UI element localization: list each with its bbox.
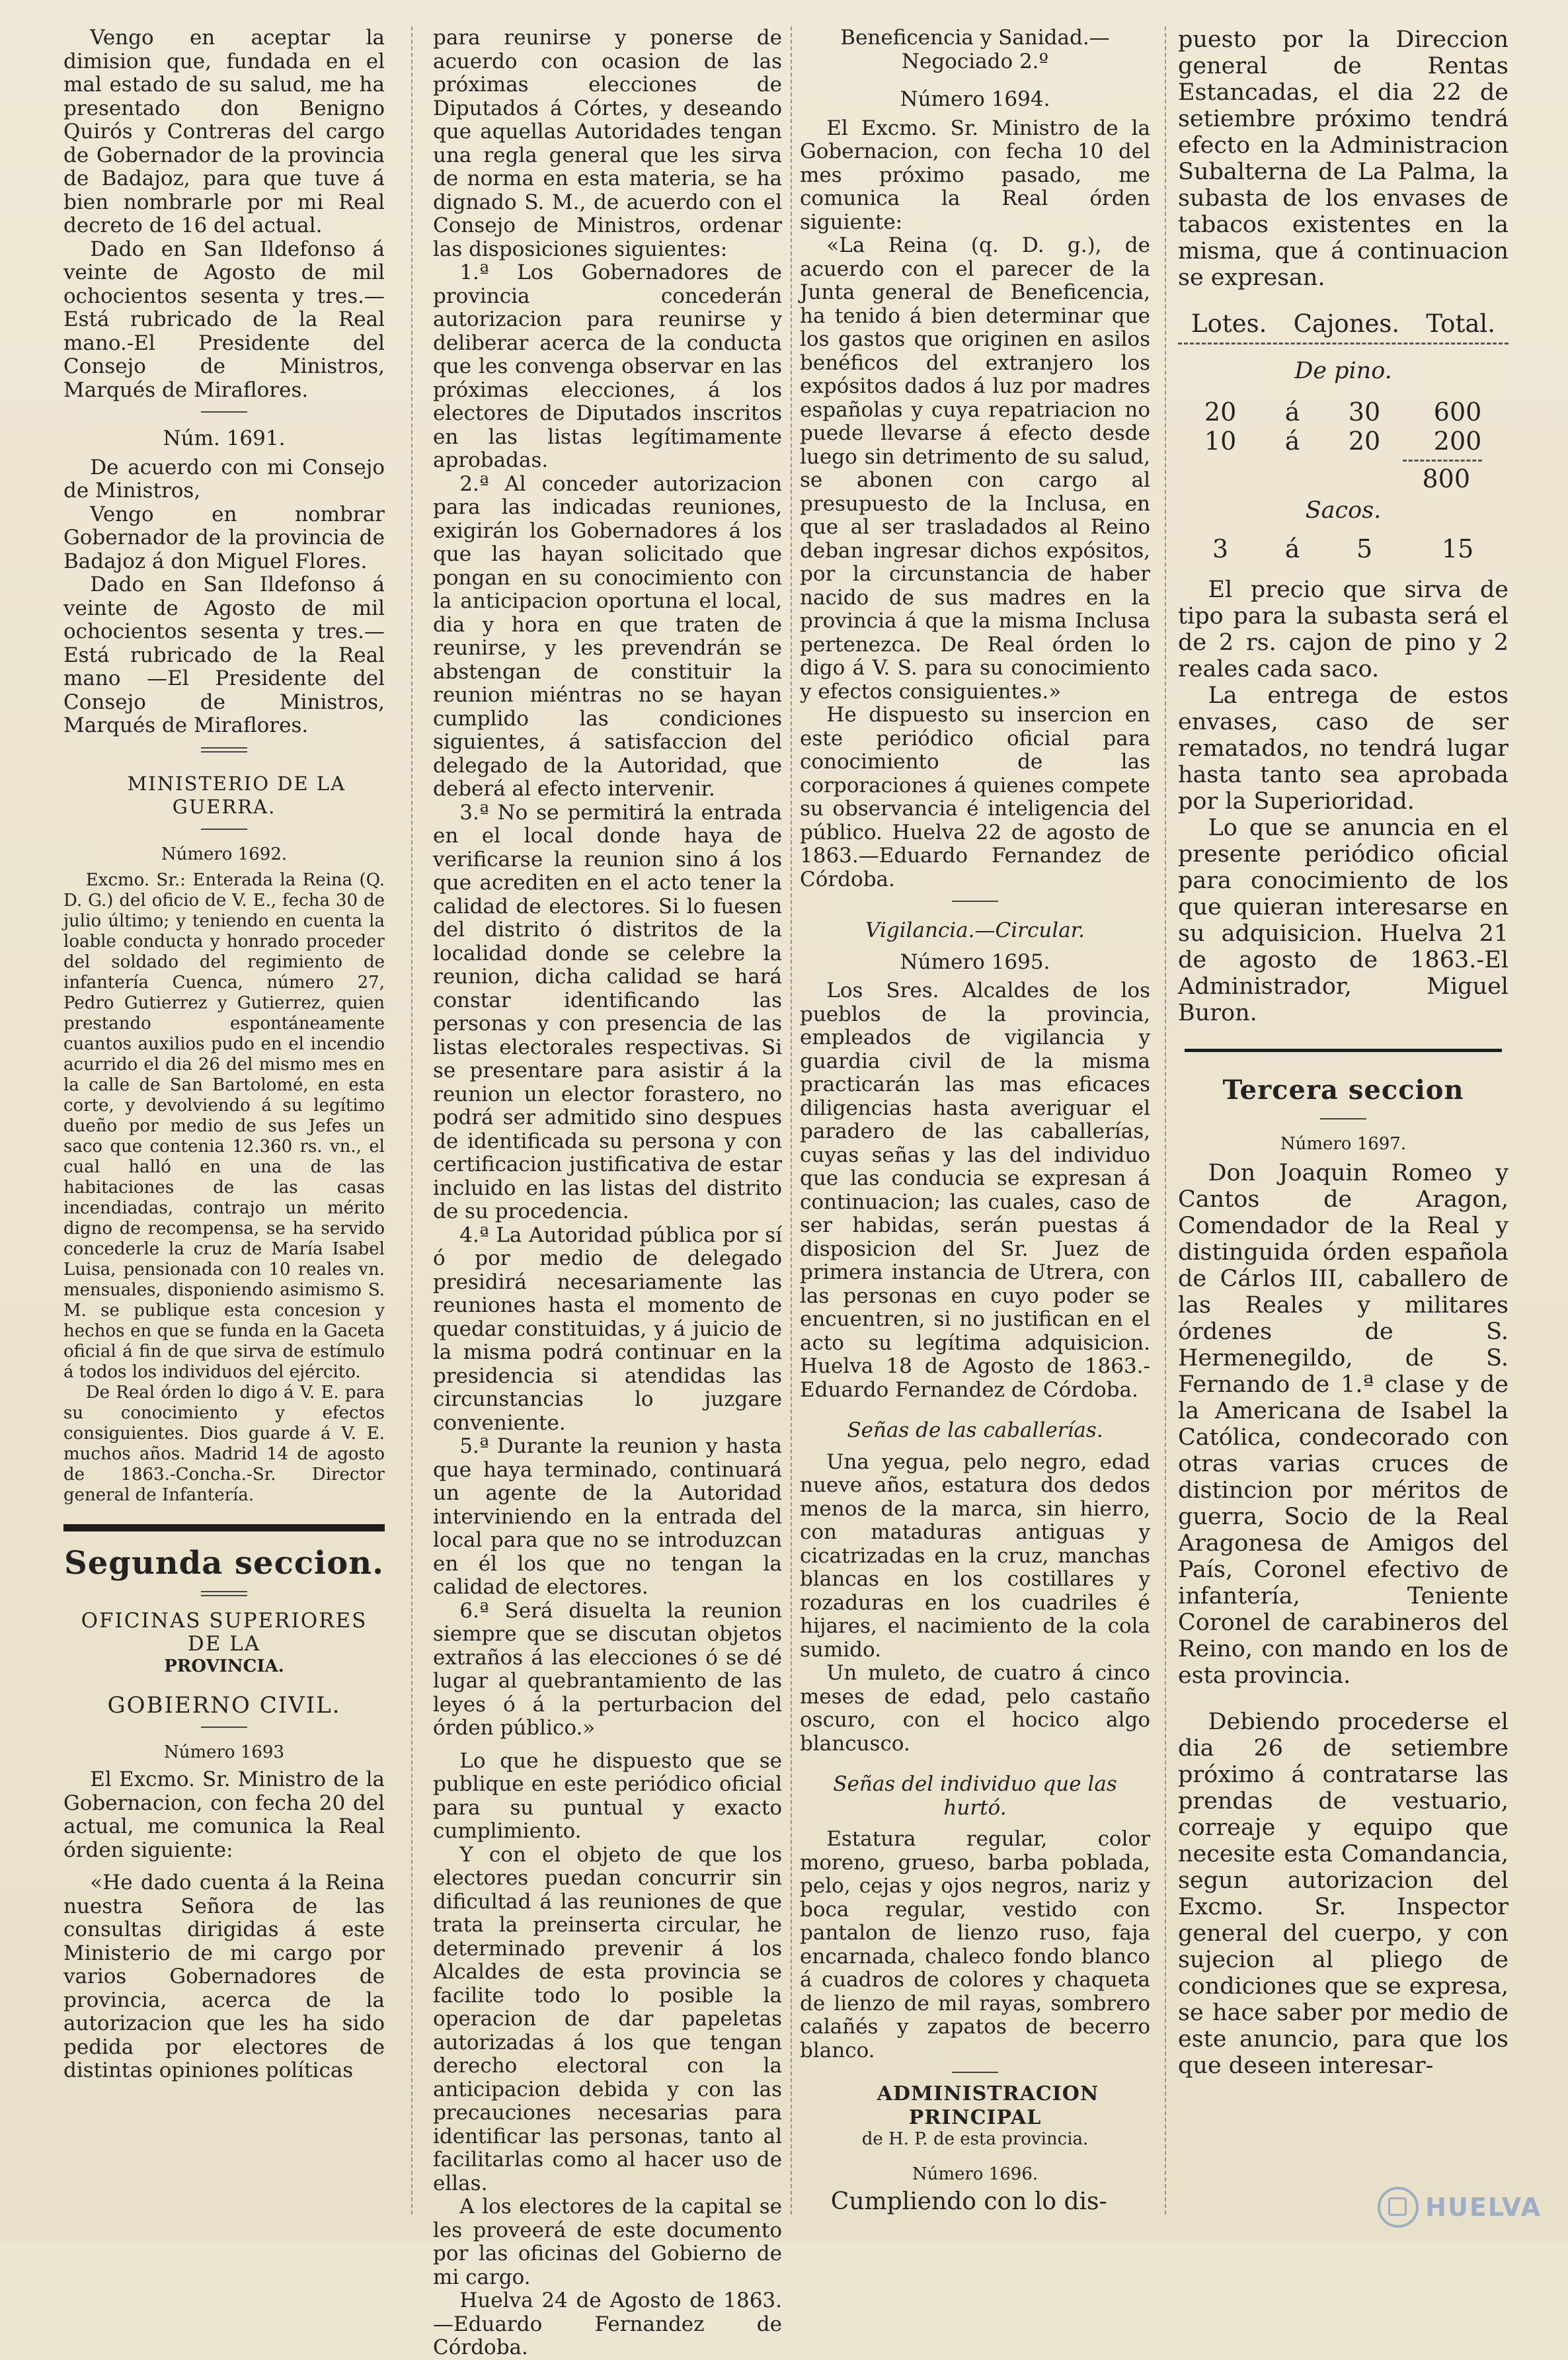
subsection-heading: Señas de las caballerías. — [847, 1418, 1103, 1442]
article-number: Número 1692. — [161, 844, 288, 864]
article-number: Número 1696. — [912, 2164, 1039, 2184]
order-text: El Excmo. Sr. Ministro de la Gobernacion, con fecha 10 del mes próximo pasado, me comunica la Real órden siguiente: — [800, 116, 1150, 234]
table-rule — [1403, 460, 1482, 462]
article-number: Número 1693 — [163, 1742, 285, 1762]
order-signature: Huelva 24 de Agosto de 1863. —Eduardo Fernandez de Córdoba. — [433, 2289, 782, 2359]
decree-text: Vengo en aceptar la dimision que, fundada en el mal estado de su salud, me ha presentado don Benigno Quirós y Contreras del cargo de Gobernador de la provincia de Badajoz, para que tuve á bien nombrarle por mi Real decreto de 16 del actual. — [63, 26, 385, 237]
notice-text: Cumpliendo con lo dis- — [830, 2188, 1107, 2215]
table-cell: á — [1284, 427, 1300, 456]
office-subheading: PROVINCIA. — [164, 1656, 284, 1676]
order-article: 5.ª Durante la reunion y hasta que haya terminado, continuará un agente de la Autoridad interviniendo en la entrada del local para que no se introduzcan en él los que no tengan la calidad de electores. — [433, 1434, 782, 1599]
watermark-label: HUELVA — [1425, 2193, 1542, 2222]
table-sum: 800 — [1422, 464, 1470, 493]
separator — [201, 411, 247, 413]
order-text: para reunirse y ponerse de acuerdo con ocasion de las próximas elecciones de Diputados á Córtes, y deseando que aquellas Autoridades tengan una regla general que les sirva de norma en esta materia, se ha dignado S. M., de acuerdo con el Consejo de Ministros, ordenar las disposiciones siguientes: — [433, 26, 782, 261]
decree-text: Vengo en nombrar Gobernador de la provincia de Badajoz á don Miguel Flores. — [63, 502, 385, 573]
seal-icon — [1378, 2187, 1419, 2228]
decree-signature: Dado en San Ildefonso á veinte de Agosto de mil ochocientos sesenta y tres.—Está rubricado de la Real mano —El Presidente del Consejo de Ministros, Marqués de Miraflores. — [63, 573, 385, 737]
description-text: Un muleto, de cuatro á cinco meses de edad, pelo castaño oscuro, con el hocico algo blancusco. — [800, 1661, 1150, 1756]
order-text: «La Reina (q. D. g.), de acuerdo con el parecer de la Junta general de Beneficencia, ha tenido á bien determinar que los gastos que originen en asilos benéficos del extranjero los expósitos dados á luz por madres españolas y cuya repatriacion no puede llevarse á efecto desde luego sin detrimento de su salud, se abonen con cargo al presupuesto de la Inclusa, en que al ser trasladados al Reino deban ingresar dichos expósitos, por la circunstancia de haber nacido de sus madres en la provincia á que la misma Inclusa pertenezca. De Real órden lo digo á V. S. para su conocimiento y efectos consiguientes.» — [800, 233, 1150, 704]
table-cell: á — [1284, 397, 1300, 427]
description-text: Estatura regular, color moreno, grueso, barba poblada, pelo, cejas y ojos negros, nariz y boca regular, vestido con pantalon de lienzo ruso, faja encarnada, chaleco fondo blanco á cuadros de colores y chaqueta de lienzo de mil rayas, sombrero calañés y zapatos de becerro blanco. — [800, 1827, 1150, 2062]
table-group-label: Sacos. — [1305, 497, 1382, 524]
column-4 — [1178, 26, 1509, 2228]
column-1 — [63, 26, 385, 2228]
column-header: Cajones. — [1293, 309, 1400, 338]
column-header: Lotes. — [1191, 309, 1267, 338]
column-header: Total. — [1426, 309, 1495, 338]
separator — [201, 829, 247, 830]
order-text: Excmo. Sr.: Enterada la Reina (Q. D. G.) del oficio de V. E., fecha 30 de julio último; y teniendo en cuenta la loable conducta y honrado proceder del soldado del regimiento de infantería Cuenca, número 27, Pedro Gutierrez y Gutierrez, quien prestando espontáneamente cuantos auxilios pudo en el incendio acurrido el dia 26 del mismo mes en la calle de San Bartolomé, en esta corte, y devolviendo á su legítimo dueño por medio de sus Jefes un saco que contenia 12.360 rs. vn., el cual halló en una de las habitaciones de las casas incendiadas, contrajo un mérito digno de recompensa, se ha servido concederle la cruz de María Isabel Luisa, pensionada con 10 reales vn. mensuales, disponiendo asimismo S. M. se publique esta concesion y hechos en que se funda en la Gaceta oficial á fin de que sirva de estímulo á todos los individuos del ejército. — [63, 870, 385, 1382]
table-row — [1178, 397, 1509, 427]
table-row — [1178, 427, 1509, 456]
section-rule — [63, 1524, 385, 1531]
table-row — [1178, 534, 1509, 563]
table-cell: 20 — [1348, 427, 1381, 456]
notice-text: Don Joaquin Romeo y Cantos de Aragon, Comendador de la Real y distinguida órden española de Cárlos III, caballero de las Reales y militares órdenes de S. Hermenegildo, de S. Fernando de 1.ª clase y de la Americana de Isabel la Católica, condecorado con otras varias cruces de distincion por méritos de guerra, Socio de la Real Aragonesa de Amigos del País, Coronel efectivo de infantería, Teniente Coronel de carabineros del Reino, con mando en los de esta provincia. — [1178, 1160, 1509, 1689]
subsection-heading: Vigilancia.—Circular. — [865, 918, 1085, 942]
separator — [1320, 1118, 1366, 1119]
order-text: Y con el objeto de que los electores puedan concurrir sin dificultad á las reuniones de que trata la preinserta circular, he determinado prevenir á los Alcaldes de esta provincia se facilite todo lo posible la operacion de dar papeletas autorizadas á los que tengan derecho electoral con la anticipacion debida y con las precauciones necesarias para identificar las personas, tanto al facilitarlas como al hacer uso de ellas. — [433, 1842, 782, 2195]
table-cell: 3 — [1212, 534, 1229, 563]
table-cell: á — [1284, 534, 1300, 563]
subsection-heading: Señas del individuo que las hurtó. — [833, 1772, 1117, 1820]
office-heading: OFICINAS SUPERIORES DE LA — [81, 1608, 368, 1656]
table-cell: 200 — [1433, 427, 1482, 456]
notice-text: puesto por la Direccion general de Rentas Estancadas, el dia 22 de setiembre próximo tendrá efecto en la Administracion Subalterna de La Palma, la subasta de los envases de tabacos existentes en la misma, que á continuacion se expresan. — [1178, 26, 1509, 291]
table-cell: 5 — [1356, 534, 1373, 563]
separator — [201, 1591, 247, 1596]
order-text: El Excmo. Sr. Ministro de la Gobernacion, con fecha 20 del actual, me comunica la Real órden siguiente: — [63, 1768, 385, 1862]
column-divider — [411, 26, 412, 2215]
office-heading: GOBIERNO CIVIL. — [107, 1691, 341, 1719]
table-cell: 20 — [1204, 397, 1237, 427]
column-3 — [800, 26, 1150, 2228]
order-article: 4.ª La Autoridad pública por sí ó por medio de delegado presidirá necesariamente las reuniones hasta el momento de quedar constituidas, y á juicio de la misma podrá continuar en la presidencia si atendidas las circunstancias lo juzgare conveniente. — [433, 1223, 782, 1435]
notice-text: La entrega de estos envases, caso de ser rematados, no tendrá lugar hasta tanto sea aprobada por la Superioridad. — [1178, 682, 1509, 815]
table-rule — [1178, 343, 1509, 345]
article-number: Número 1694. — [900, 87, 1050, 111]
section-heading: Tercera seccion — [1222, 1075, 1464, 1106]
table-cell: 600 — [1433, 397, 1482, 427]
department-line: Beneficencia y Sanidad.—Negociado 2.º — [840, 26, 1110, 73]
table-cell: 15 — [1441, 534, 1474, 563]
order-article: 3.ª No se permitirá la entrada en el local donde haya de verificarse la reunion sino á los que acrediten en el acto tener la calidad de electores. Si lo fuesen del distrito ó distritos de la localidad donde se celebre la reunion, dicha calidad se hará constar identificando las personas y con presencia de las listas electorales respectivas. Si se presentare para asistir á la reunion un elector forastero, no podrá ser admitido sino despues de identificada su persona y con certificacion justificativa de estar incluido en las listas del distrito de su procedencia. — [433, 800, 782, 1223]
notice-text: Lo que se anuncia en el presente periódico oficial para conocimiento de los que quieran interesarse en su adquisicion. Huelva 21 de agosto de 1863.-El Administrador, Miguel Buron. — [1178, 815, 1509, 1026]
article-number: Número 1695. — [900, 950, 1050, 974]
order-text: He dispuesto su insercion en este periódico oficial para conocimiento de las corporaciones á quienes compete su observancia é inteligencia del público. Huelva 22 de agosto de 1863.—Eduardo Fernandez de Córdoba. — [800, 703, 1150, 891]
notice-text: Debiendo procederse el dia 26 de setiembre próximo á contratarse las prendas de vestuario, correaje y equipo que necesite esta Comandancia, segun autorizacion del Excmo. Sr. Inspector general del cuerpo, y con sujecion al pliego de condiciones que se expresa, se hace saber por medio de este anuncio, para que los que deseen interesar- — [1178, 1709, 1509, 2079]
column-divider — [1165, 26, 1166, 2215]
order-article: 1.ª Los Gobernadores de provincia concederán autorizacion para reunirse y deliberar acerca de la conducta que les convenga observar en las próximas elecciones, á los electores de Diputados inscritos en las listas legítimamente aprobadas. — [433, 261, 782, 472]
separator — [201, 1727, 247, 1728]
article-number: Núm. 1691. — [163, 427, 286, 450]
separator — [952, 2072, 998, 2073]
column-divider — [791, 26, 792, 2215]
order-text: «He dado cuenta á la Reina nuestra Señora de las consultas dirigidas á este Ministerio de mi cargo por varios Gobernadores de provincia, acerca de la autorizacion que les ha sido pedida por electores de distintas opiniones políticas — [63, 1871, 385, 2082]
order-text: Lo que he dispuesto que se publique en este periódico oficial para su puntual y exacto cumplimiento. — [433, 1748, 782, 1843]
section-rule — [1185, 1049, 1502, 1052]
order-signature: De Real órden lo digo á V. E. para su conocimiento y efectos consiguientes. Dios guarde á V. E. muchos años. Madrid 14 de agosto de 1863.-Concha.-Sr. Director general de Infantería. — [63, 1382, 385, 1505]
decree-signature: Dado en San Ildefonso á veinte de Agosto de mil ochocientos sesenta y tres.—Está rubricado de la Real mano.-El Presidente del Consejo de Ministros, Marqués de Miraflores. — [63, 237, 385, 402]
office-heading: ADMINISTRACION PRINCIPAL — [877, 2082, 1099, 2129]
order-text: A los electores de la capital se les proveerá de este documento por las oficinas del Gobierno de mi cargo. — [433, 2195, 782, 2289]
circular-text: Los Sres. Alcaldes de los pueblos de la provincia, empleados de vigilancia y guardia civil de la misma practicarán las mas eficaces diligencias hasta averiguar el paradero de las caballerías, cuyas señas y las del individuo que las conducia se expresan á continuacion; las cuales, caso de ser habidas, serán puestas á disposicion del Sr. Juez de primera instancia de Utrera, con las personas en cuyo poder se encuentren, si no justifican en el acto su legítima adquisicion. Huelva 18 de Agosto de 1863.-Eduardo Fernandez de Córdoba. — [800, 979, 1150, 1402]
archive-watermark — [1378, 2187, 1542, 2228]
order-article: 6.ª Será disuelta la reunion siempre que se discutan objetos extraños á las elecciones ó se dé lugar al quebrantamiento de las leyes ó á la perturbacion del órden público.» — [433, 1598, 782, 1740]
separator — [952, 901, 998, 902]
table-header — [1178, 311, 1509, 337]
decree-text: De acuerdo con mi Consejo de Ministros, — [63, 455, 385, 503]
notice-text: El precio que sirva de tipo para la subasta será el de 2 rs. cajon de pino y 2 reales cada saco. — [1178, 577, 1509, 682]
description-text: Una yegua, pelo negro, edad nueve años, estatura dos dedos menos de la marca, sin hierro, con mataduras antiguas y cicatrizadas en la cruz, manchas blancas en los costillares y rozaduras en los cuadriles é hijares, el nacimiento de la cola sumido. — [800, 1449, 1150, 1662]
table-group-label: De pino. — [1294, 358, 1392, 384]
table-cell: 30 — [1348, 397, 1381, 427]
article-number: Número 1697. — [1280, 1134, 1407, 1154]
order-article: 2.ª Al conceder autorizacion para las indicadas reuniones, exigirán los Gobernadores á los que las hayan solicitado que pongan en su conocimiento con la anticipacion oportuna el local, dia y hora en que traten de reunirse, y les prevendrán se abstengan de constituir la reunion miéntras no se hayan cumplido las condiciones siguientes, á satisfaccion del delegado de la Autoridad, que deberá al efecto intervenir. — [433, 471, 782, 801]
table-cell: 10 — [1204, 427, 1237, 456]
separator — [201, 747, 247, 753]
office-subheading: de H. P. de esta provincia. — [861, 2129, 1089, 2149]
section-heading: Segunda seccion. — [64, 1544, 384, 1582]
ministry-heading: MINISTERIO DE LA GUERRA. — [127, 772, 346, 818]
column-2 — [433, 26, 782, 2359]
